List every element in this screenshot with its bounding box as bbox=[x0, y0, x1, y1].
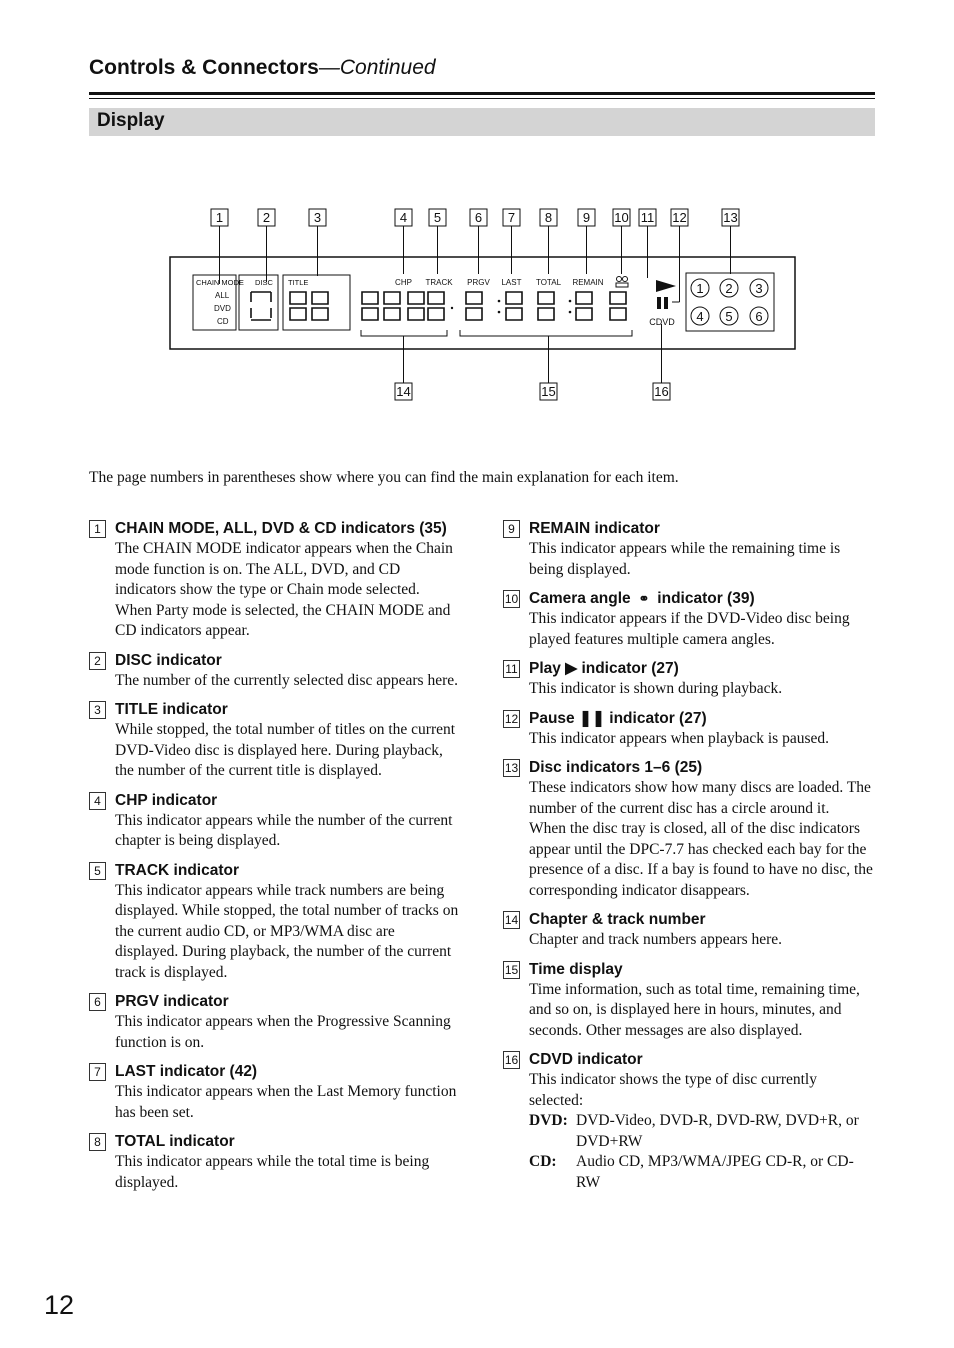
item-desc: The number of the currently selected disc appears here. bbox=[115, 671, 458, 689]
item-desc: This indicator appears while the number of the current chapter is being displayed. bbox=[115, 811, 453, 849]
callout-5: 5 bbox=[433, 210, 442, 225]
label-prgv: PRGV bbox=[467, 278, 490, 287]
item-16 bbox=[503, 1049, 873, 1193]
item-title: DISC indicator bbox=[115, 651, 222, 669]
label-remain: REMAIN bbox=[572, 278, 604, 287]
item-title: Chapter & track number bbox=[529, 911, 706, 928]
label-cdvd: CDVD bbox=[649, 317, 675, 327]
label-cd: CD bbox=[217, 317, 229, 326]
item-desc: This indicator shows the type of disc currently selected: bbox=[529, 1071, 817, 1109]
disc-type-row bbox=[529, 1111, 873, 1152]
label-chp: CHP bbox=[395, 278, 412, 287]
label-all: ALL bbox=[215, 291, 230, 300]
item-desc-2: When the disc tray is closed, all of the disc indicators appear until the DPC-7.7 has checked each bay for the presence of a disc. If a bay is found to have no disc, the corresponding indicator disappears. bbox=[529, 820, 873, 899]
item-14 bbox=[503, 909, 873, 951]
item-title: REMAIN indicator bbox=[529, 520, 660, 537]
item-number: 5 bbox=[89, 862, 106, 880]
callout-15: 15 bbox=[541, 384, 556, 399]
item-desc: This indicator appears when the Progressive Scanning function is on. bbox=[115, 1013, 451, 1051]
callout-2: 2 bbox=[262, 210, 271, 225]
item-desc: Time information, such as total time, remaining time, and so on, is displayed here in hours, minutes, and seconds. Other messages are also displayed. bbox=[529, 980, 860, 1039]
callout-10: 10 bbox=[614, 210, 629, 225]
disc-type-row bbox=[529, 1152, 873, 1193]
callout-3: 3 bbox=[313, 210, 322, 225]
item-title: CHAIN MODE, ALL, DVD & CD indicators (35) bbox=[115, 520, 447, 537]
item-7 bbox=[89, 1061, 459, 1123]
item-title: Camera angle ⚭ indicator (39) bbox=[529, 590, 755, 607]
items-left-column bbox=[89, 518, 459, 1201]
disc-type-key: CD: bbox=[529, 1153, 557, 1170]
label-chain-mode: CHAIN MODE bbox=[196, 278, 244, 287]
label-title: TITLE bbox=[288, 278, 309, 287]
section-bar bbox=[89, 108, 875, 136]
item-desc: This indicator appears while the remaining time is being displayed. bbox=[529, 540, 841, 578]
item-desc: This indicator appears while track numbers are being displayed. While stopped, the total number of tracks on the current audio CD, or MP3/WMA disc are displayed. During playback, the number of the current track is displayed. bbox=[115, 881, 459, 981]
item-number: 11 bbox=[503, 660, 520, 678]
item-title: CHP indicator bbox=[115, 791, 218, 809]
item-number: 16 bbox=[504, 1053, 519, 1067]
item-number: 6 bbox=[89, 993, 106, 1011]
item-2 bbox=[89, 650, 459, 692]
item-number: 14 bbox=[504, 913, 519, 927]
callout-9: 9 bbox=[582, 210, 591, 225]
item-number: 8 bbox=[89, 1133, 106, 1151]
item-desc: These indicators show how many discs are loaded. The number of the current disc has a circle around it. bbox=[529, 779, 871, 817]
callout-8: 8 bbox=[544, 210, 553, 225]
pause-icon bbox=[657, 297, 668, 309]
item-1 bbox=[89, 518, 459, 642]
item-6 bbox=[89, 991, 459, 1053]
item-12 bbox=[503, 708, 873, 750]
page-header bbox=[89, 56, 875, 95]
page-number: 12 bbox=[44, 1290, 75, 1320]
callout-16: 16 bbox=[654, 384, 669, 399]
callout-14: 14 bbox=[396, 384, 411, 399]
item-number: 7 bbox=[89, 1063, 106, 1081]
item-title: CDVD indicator bbox=[529, 1051, 643, 1068]
item-number: 13 bbox=[504, 761, 519, 775]
disc-indicator-2: 2 bbox=[725, 281, 733, 296]
item-desc: This indicator appears when the Last Memory function has been set. bbox=[115, 1083, 457, 1121]
header-continued: —Continued bbox=[318, 56, 436, 79]
item-15 bbox=[503, 959, 873, 1042]
item-number: 2 bbox=[89, 652, 106, 670]
item-desc: This indicator appears while the total time is being displayed. bbox=[115, 1153, 430, 1191]
item-number: 15 bbox=[504, 962, 519, 977]
display-diagram bbox=[0, 190, 954, 420]
item-3 bbox=[89, 699, 459, 782]
item-desc: Chapter and track numbers appears here. bbox=[529, 931, 783, 948]
callout-11: 11 bbox=[640, 210, 655, 225]
label-last: LAST bbox=[501, 278, 522, 287]
item-9 bbox=[503, 518, 873, 580]
item-11 bbox=[503, 658, 873, 700]
items-right-column bbox=[503, 518, 873, 1201]
item-number: 12 bbox=[504, 711, 519, 726]
camera-angle-icon: ⚭ bbox=[638, 591, 650, 606]
item-number: 9 bbox=[503, 520, 520, 538]
item-title: Pause ❚❚ indicator (27) bbox=[529, 709, 707, 727]
item-desc: This indicator appears when playback is paused. bbox=[529, 729, 830, 747]
item-title: TITLE indicator bbox=[115, 701, 228, 718]
callout-7: 7 bbox=[507, 210, 516, 225]
item-title: TOTAL indicator bbox=[115, 1133, 235, 1150]
disc-indicator-4: 4 bbox=[696, 309, 704, 324]
callout-13: 13 bbox=[723, 210, 738, 225]
item-title: Time display bbox=[529, 960, 623, 978]
item-number: 10 bbox=[504, 592, 519, 606]
disc-type-value: Audio CD, MP3/WMA/JPEG CD-R, or CD-RW bbox=[576, 1153, 854, 1191]
section-title: Display bbox=[97, 110, 165, 131]
header-title-text: Controls & Connectors bbox=[89, 56, 319, 79]
disc-type-value: DVD-Video, DVD-R, DVD-RW, DVD+R, or DVD+RW bbox=[576, 1112, 859, 1150]
item-number: 1 bbox=[89, 520, 106, 538]
label-disc: DISC bbox=[255, 278, 273, 287]
disc-indicator-6: 6 bbox=[755, 309, 763, 324]
item-4 bbox=[89, 790, 459, 852]
callout-6: 6 bbox=[474, 210, 483, 225]
item-title: PRGV indicator bbox=[115, 993, 229, 1010]
header-title bbox=[89, 56, 436, 80]
pause-icon: ❚❚ bbox=[578, 709, 605, 727]
item-desc: This indicator is shown during playback. bbox=[529, 680, 783, 697]
disc-indicator-1: 1 bbox=[696, 281, 704, 296]
item-8 bbox=[89, 1131, 459, 1193]
item-title: TRACK indicator bbox=[115, 861, 239, 879]
item-desc: The CHAIN MODE indicator appears when the Chain mode function is on. The ALL, DVD, and CD indicators show the type or Chain mode selected. When Party mode is selected, the CHAIN MODE and CD indicators appear. bbox=[115, 540, 453, 639]
item-desc: This indicator appears if the DVD-Video disc being played features multiple camera angles. bbox=[529, 610, 850, 648]
item-10 bbox=[503, 588, 873, 650]
label-dvd: DVD bbox=[214, 304, 231, 313]
item-number: 3 bbox=[89, 701, 106, 719]
play-icon bbox=[656, 280, 676, 292]
item-title: LAST indicator (42) bbox=[115, 1063, 258, 1080]
item-desc: While stopped, the total number of titles on the current DVD-Video disc is displayed here. During playback, the number of the current title is displayed. bbox=[115, 721, 456, 779]
disc-indicator-3: 3 bbox=[755, 281, 763, 296]
camera-angle-icon bbox=[616, 277, 628, 288]
item-title: Disc indicators 1–6 (25) bbox=[529, 759, 703, 776]
disc-type-key: DVD: bbox=[529, 1112, 568, 1129]
item-5 bbox=[89, 860, 459, 984]
callout-1: 1 bbox=[215, 210, 224, 225]
callout-4: 4 bbox=[399, 210, 408, 225]
label-total: TOTAL bbox=[535, 278, 562, 287]
item-number: 4 bbox=[89, 792, 106, 810]
label-track: TRACK bbox=[425, 278, 453, 287]
item-title: Play ▶ indicator (27) bbox=[529, 660, 679, 677]
item-13 bbox=[503, 757, 873, 901]
play-icon: ▶ bbox=[565, 660, 578, 677]
intro-text: The page numbers in parentheses show where you can find the main explanation for each item. bbox=[89, 469, 679, 486]
disc-indicator-5: 5 bbox=[725, 309, 733, 324]
callout-12: 12 bbox=[672, 210, 687, 225]
